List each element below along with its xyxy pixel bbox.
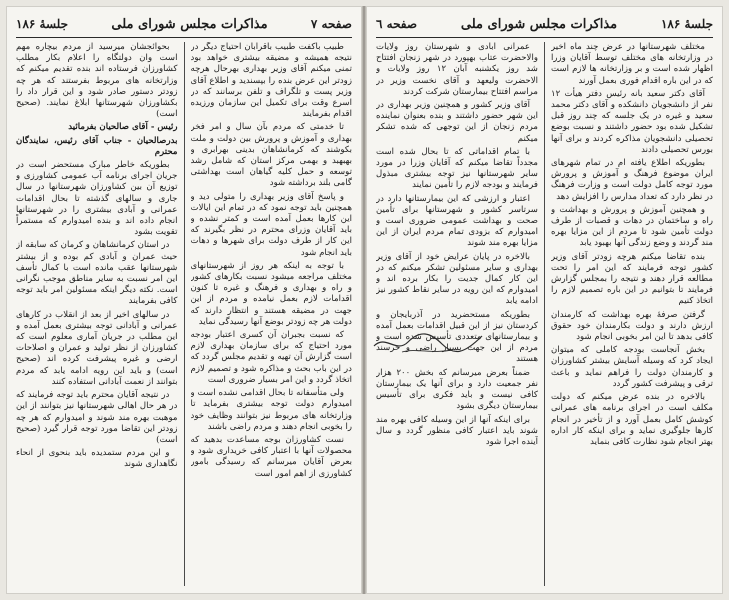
right-page-left-column	[376, 42, 538, 586]
transcript-paragraph: بالاخره در بنده عرض میکنم که دولت مکلف است در اجرای برنامه های عمرانی کوشش کامل بعمل آورد و از تأخیر در انجام کارها جلوگیری نماید و برای اینکه کار اداره بهتر انجام شود نظارت کافی بنماید	[551, 392, 713, 447]
right-page-header	[376, 14, 713, 34]
transcript-paragraph: در استان کرمانشاهان و کرمان که سابقه از حیث عمران و آبادی کم بوده و از بیشتر شهرستانها عقب مانده است با کمال تأسف این امر نسبت به سایر مناطق موجب نگرانی است. نکته دیگر اینکه مسئولین امر باید توجه کافی بفرمایند	[16, 240, 178, 307]
transcript-paragraph: بحوائجشان میرسید از مردم بیچاره مهم است وان دولتگاه را اعلام بکار مطلب کشاورزان فرستاده اند بنده تقدیم میکنم که وزارتخانه های مربوط بفرستند که هر چه زودتر دستور صادر شود و این قرار داد را بکشاورزان شهرستانها ابلاغ نمایند. (صحیح است)	[16, 42, 178, 120]
left-running-title: مذاکرات مجلس شورای ملی	[111, 16, 268, 32]
transcript-paragraph: گرفتن صرفهٔ بهره بهداشت که کارمندان ارزش دارند و دولت بکارمندان خود حقوق کافی بدهد تا این امر بخوبی انجام شود	[551, 309, 713, 343]
transcript-paragraph: ضمناً بعرض میرسانم که بخش ۲۰۰ هزار نفر جمعیت دارد و برای آنها یک بیمارستان کافی نیست و باید فکری برای تأسیس بیمارستان دیگری بشود	[376, 367, 538, 412]
transcript-paragraph: بطوریکه خاطر مبارک مستحضر است در جریان اجرای برنامه آب عمومی کشاورزی و توزیع آن بین کشاورزان شهرستانها در سال جاری و سالهای گذشته تا بحال اقدامات عمرانی و آبادی بیشتری را در شهرستانها انجام داده اند و بنده امیدوارم که مستمراً تقویت بشود	[16, 160, 178, 238]
right-page	[366, 6, 723, 594]
transcript-paragraph: برای اینکه آنها از این وسیله کافی بهره مند شوند باید اعتبار کافی منظور گردد و سال آینده اجرا شود	[376, 414, 538, 447]
transcript-paragraph: که نسبت بجبران آن کسری اعتبار بودجه مورد احتیاج که برای سازمان بهداری لازم است گزارش آن تهیه و تقدیم مجلس گردد که در این باب بحث و مذاکره شود و تصمیم لازم اتخاذ گردد و این امر بسیار ضروری است	[190, 330, 352, 385]
transcript-paragraph: بالاخره در پایان عرایض خود از آقای وزیر بهداری و سایر مسئولین تشکر میکنم که در این کار کمال جدیت را بکار برده اند و امیدوارم که این رویه در سایر نقاط کشور نیز ادامه یابد	[376, 251, 538, 307]
right-running-title: مذاکرات مجلس شورای ملی	[460, 16, 618, 32]
transcript-paragraph: با تمام اقداماتی که تا بحال شده است مجدداً تقاضا میکنم که آقایان وزرا در مورد سایر شهرستانها نیز توجه بیشتری مبذول فرمایند و بودجه لازم را تأمین نمایند	[376, 146, 538, 191]
transcript-paragraph: و این مردم ستمدیده باید بنحوی از انحاء نگاهداری شوند	[16, 448, 178, 470]
transcript-paragraph: آقای دکتر سعید بانه رئیس دفتر هیأت ۱۲ نفر از دانشجویان دانشکده و آقای دکتر محمد سعید و غیره در یک جلسه که چند روز قبل تشکیل شده بود حضور داشتند و نسبت بوضع تحصیلی دانشجویان مذاکره کردند و برای آنها بورس تحصیلی دادند	[551, 88, 713, 155]
right-page-right-column	[551, 42, 713, 586]
transcript-paragraph: و پاسخ آقای وزیر بهداری را متولی دید و همچنین باید توجه نمود که در تمام این ایالات این کارها بعمل آمده است و کمتر نشده و باید آقایان وزرای محترم در نظر بگیرند که این کار از طرف دولت برای شهرها و دهات باید انجام شود	[190, 191, 352, 258]
right-column-divider	[544, 42, 545, 586]
left-session-label: جلسهٔ ۱۸۶	[16, 17, 69, 31]
transcript-paragraph: و همچنین آموزش و پرورش و بهداشت و راه و ساختمان در دهات و قصبات از طرف دولت تأمین شود تا مردم از این مزایا بهره مند گردند و وضع زندگی آنها بهبود یابد	[551, 204, 713, 249]
transcript-paragraph: بخش آنجاست بودجه کاملی که میتوان ایجاد کرد که وسیله آسایش بیشتر کشاورزان و کارمندان دولت را فراهم نماید و باعث ترقی و پیشرفت کشور گردد	[551, 345, 713, 389]
transcript-paragraph: اعتبار و ارزشی که این بیمارستانها دارد در سرتاسر کشور و شهرستانها برای تأمین صحت و بهداشت عمومی ضروری است و امیدوارم که بزودی تمام مردم ایران از این مزایا بهره مند شوند	[376, 193, 538, 249]
transcript-paragraph: بطوریکه اطلاع یافته ام در تمام شهرهای ایران موضوع فرهنگ و آموزش و پرورش مورد توجه کامل دولت است و وزارت فرهنگ در نظر دارد که تعداد مدارس را افزایش دهد	[551, 158, 713, 202]
transcript-paragraph: عمرانی آبادی و شهرستان روز ولایات والاحضرت عتاب بهپورد در شهر زنجان افتتاح شد روز یکشنبه آبان ۱۲ روز ولایات و الاحضرت ولیعهد و آقای نخست وزیر در مراسم افتتاح بیمارستان شرکت کردند	[376, 42, 538, 97]
left-page-header	[16, 14, 352, 34]
transcript-paragraph: نست کشاورزان بوجه مساعدت بدهید که محصولات آنها با اعتبار کافی خریداری شود و بعرض آقایان میرسانم که رسیدگی بامور کشاورزی از اهم امور است	[190, 434, 352, 479]
left-column-divider	[184, 42, 185, 586]
right-session-label: جلسهٔ ۱۸۶	[660, 17, 713, 31]
right-header-rule	[376, 37, 713, 38]
left-page-left-column	[16, 42, 178, 586]
transcript-paragraph: ولی متأسفانه تا بحال اقدامی نشده است و امیدوارم دولت توجه بیشتری بفرماید تا وزارتخانه های مربوط نیز بتوانند وظایف خود را بخوبی انجام دهند و مردم راضی باشند	[190, 388, 352, 432]
transcript-paragraph: بنده تقاضا میکنم هرچه زودتر آقای وزیر کشور توجه فرمایند که این امر را تحت مطالعه قرار دهند و نتیجه را بمجلس گزارش فرمایند تا بتوانیم در این باره تصمیم لازم را اتخاذ کنیم	[551, 251, 713, 307]
left-page-number: صفحه ۷	[310, 17, 352, 31]
left-page-right-column	[191, 42, 353, 586]
transcript-paragraph: در سالهای اخیر از بعد از انقلاب در کارهای عمرانی و آبادانی توجه بیشتری بعمل آمده و این مطلب در جریان آماری معلوم است که کشاورزان از نظر تولید و عمران و اصلاحات ارضی و غیره پیشرفت کرده اند (صحیح است) و باید این رویه ادامه یابد که مردم بتوانند از نعمت آبادانی استفاده کنند	[16, 309, 178, 387]
right-page-number: صفحه ٦	[376, 17, 418, 31]
transcript-paragraph: تا خدمتی که مردم بآن سال و امر فخر بهداری و آموزش و پرورش بین دولت و ملت بکوشند که کرمانشاهان بدینی بهرابری و بهبهبد و بهمی مرکز استان که شامل رشد توسعه و حمل کلیه گیاهان است بهداشتی گامی بلند برداشته شود	[190, 122, 352, 189]
left-page	[6, 6, 362, 594]
transcript-paragraph: مختلف شهرستانها در عرض چند ماه اخیر در وزارتخانه های مختلف توسط آقایان وزرا اظهار شده است و بر وزارتخانه ها لازم است که در این باره اقدام فوری بعمل آورند	[551, 42, 713, 86]
left-columns	[16, 42, 352, 586]
speaker-line: رئیس - آقای صالحیان بفرمائید	[68, 122, 178, 133]
right-columns	[376, 42, 713, 586]
transcript-paragraph: در نتیجه آقایان محترم باید توجه فرمایند که در هر حال اهالی شهرستانها نیز بتوانند از این موهبت بهره مند شوند و امیدوارم که هر چه زودتر این تقاضا مورد توجه قرار گیرد (صحیح است)	[16, 390, 178, 445]
speaker-line: بدرصالحیان - جناب آقای رئیس، نمایندگان محترم	[16, 135, 178, 157]
left-header-rule	[16, 37, 352, 38]
transcript-paragraph: بطوریکه مستحضرید در آذربایجان و کردستان نیز از این قبیل اقدامات بعمل آمده و بیمارستانهای متعددی تأسیس شده است و مردم از این جهت بسیار راضی و خرسند هستند	[376, 309, 538, 365]
transcript-paragraph: طبیب باکفت طبیب باقرابان احتیاج دیگر در نتیجه همیشه و مضیقه بیشتری خواهد بود تمنی میکنم آقای وزیر بهداری بهرحال هرچه زودتر این عرض بنده را بپسندید و اطلاع آقای وزیر پست و تلگراف و تلفن برسانند که در اسرع وقت برای تکمیل این سازمان ورزیده اقدام بفرمایند	[190, 42, 352, 120]
transcript-paragraph: با توجه به اینکه هر روز از شهرستانهای مختلف مراجعه میشود نسبت بکارهای کشور و راه و بهداری و فرهنگ و غیره تا کنون اقدامات لازم بعمل نیامده و مردم از این جهت در مضیقه هستند و انتظار دارند که دولت هر چه زودتر بوضع آنها رسیدگی نماید	[190, 260, 352, 327]
transcript-paragraph: آقای وزیر کشور و همچنین وزیر بهداری در این شهر حضور داشتند و بنده بعنوان نماینده مردم زنجان از این توجهی که شده تشکر میکنم	[376, 100, 538, 144]
